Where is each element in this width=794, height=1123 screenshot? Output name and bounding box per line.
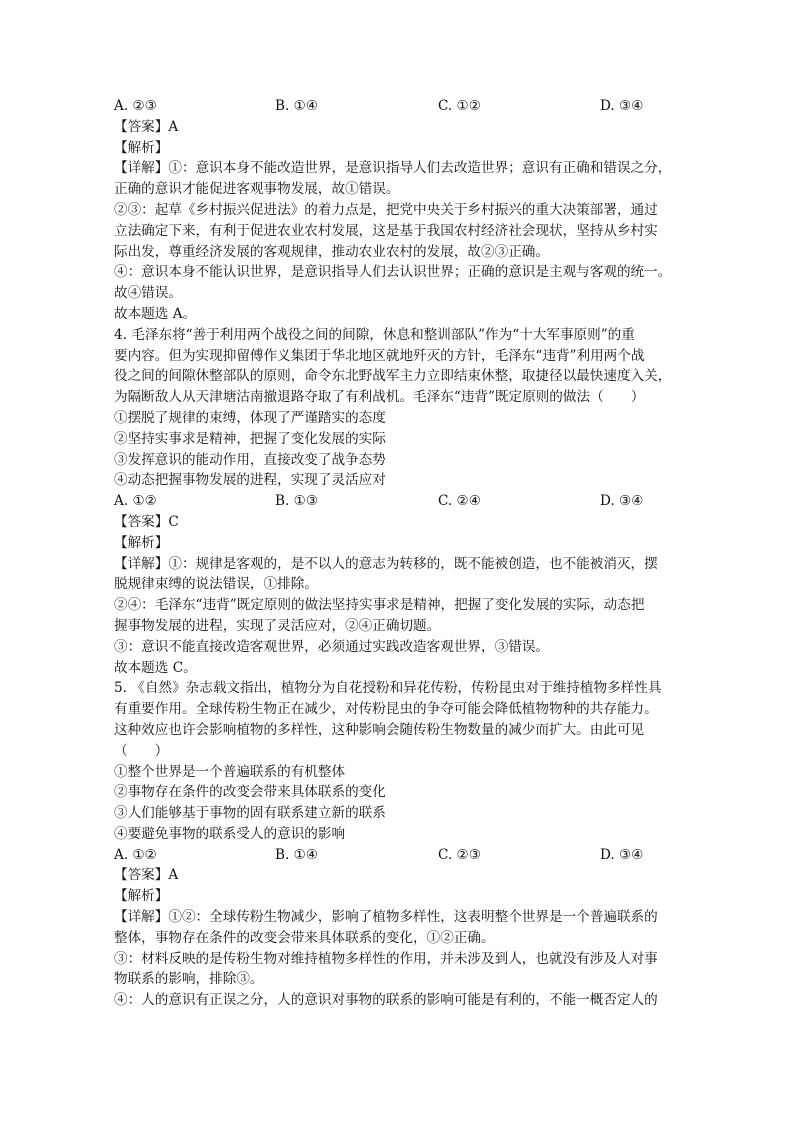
- answer-option-d: D. ③④: [600, 98, 644, 114]
- text-line: 物联系的影响，排除③。: [114, 971, 264, 988]
- answer-option-a: A. ②③: [114, 98, 157, 114]
- text-line: ④要避免事物的联系受人的意识的影响: [114, 825, 346, 842]
- answer-option-d: D. ③④: [600, 493, 644, 510]
- text-line: ③人们能够基于事物的固有联系建立新的联系: [114, 805, 386, 822]
- text-line: 【答案】C: [114, 513, 179, 530]
- answer-option-c: C. ①②: [438, 98, 481, 114]
- answer-option-b: B. ①④: [275, 98, 319, 114]
- answer-option-a: A. ①②: [114, 846, 157, 863]
- text-line: 故④错误。: [114, 285, 182, 302]
- text-line: ②③：起草《乡村振兴促进法》的着力点是，把党中央关于乡村振兴的重大决策部署，通过: [114, 201, 658, 218]
- text-line: 【解析】: [114, 534, 169, 551]
- answer-option-b: B. ①③: [275, 493, 319, 510]
- text-line: 【答案】A: [114, 867, 179, 884]
- text-line: 【详解】①②：全球传粉生物减少，影响了植物多样性，这表明整个世界是一个普遍联系的: [114, 909, 658, 926]
- text-line: 【解析】: [114, 888, 169, 905]
- text-line: 整体，事物存在条件的改变会带来具体联系的变化，①②正确。: [114, 929, 495, 946]
- text-line: 际出发，尊重经济发展的客观规律，推动农业农村的发展，故②③正确。: [114, 243, 549, 260]
- text-line: ④：人的意识有正误之分，人的意识对事物的联系的影响可能是有利的，不能一概否定人的: [114, 992, 658, 1009]
- text-line: 【答案】A: [114, 118, 179, 135]
- text-line: ②④：毛泽东“违背”既定原则的做法坚持实事求是精神，把握了变化发展的实际，动态把: [114, 597, 645, 614]
- answer-option-c: C. ②④: [438, 493, 481, 510]
- text-line: ③：意识不能直接改造客观世界，必须通过实践改造客观世界，③错误。: [114, 638, 549, 655]
- text-line: 【解析】: [114, 139, 169, 156]
- text-line: 握事物发展的进程，实现了灵活应对，②④正确切题。: [114, 617, 441, 634]
- text-line: 为隔断敌人从天津塘沽南撤退路夺取了有利战机。毛泽东“违背”既定原则的做法（ ）: [114, 389, 645, 406]
- text-line: ③发挥意识的能动作用，直接改变了战争态势: [114, 451, 386, 468]
- text-line: 这种效应也许会影响植物的多样性，这种影响会随传粉生物数量的减少而扩大。由此可见: [114, 721, 645, 738]
- answer-options-row: [114, 491, 680, 512]
- text-line: 要内容。但为实现抑留傅作义集团于华北地区就地歼灭的方针，毛泽东“违背”利用两个战: [114, 347, 645, 364]
- text-line: 故本题选 A。: [114, 305, 197, 322]
- text-line: （ ）: [114, 742, 169, 759]
- text-line: 脱规律束缚的说法错误，①排除。: [114, 576, 318, 593]
- text-line: 立法确定下来，有利于促进农业农村发展，这是基于我国农村经济社会现状，坚持从乡村实: [114, 222, 658, 239]
- text-line: ②坚持实事求是精神，把握了变化发展的实际: [114, 430, 386, 447]
- answer-option-d: D. ③④: [600, 846, 644, 863]
- text-line: ③：材料反映的是传粉生物对维持植物多样性的作用，并未涉及到人，也就没有涉及人对事: [114, 950, 658, 967]
- text-line: 役之间的间隙休整部队的原则，命令东北野战军主力立即结束休整，取捷径以最快速度入关，: [114, 368, 672, 385]
- document-page: [114, 96, 680, 1011]
- text-line: ①整个世界是一个普遍联系的有机整体: [114, 763, 346, 780]
- answer-options-row: [114, 96, 680, 117]
- answer-option-b: B. ①④: [275, 846, 319, 863]
- text-line: ④：意识本身不能认识世界，是意识指导人们去认识世界；正确的意识是主观与客观的统一。: [114, 264, 672, 281]
- answer-option-a: A. ①②: [114, 493, 157, 510]
- answer-option-c: C. ②③: [438, 846, 481, 863]
- text-line: 正确的意识才能促进客观事物发展，故①错误。: [114, 181, 400, 198]
- text-line: 有重要作用。全球传粉生物正在减少，对传粉昆虫的争夺可能会降低植物物种的共存能力。: [114, 701, 658, 718]
- text-line: ④动态把握事物发展的进程，实现了灵活应对: [114, 472, 386, 489]
- text-line: 故本题选 C。: [114, 659, 197, 676]
- text-line: 【详解】①：规律是客观的，是不以人的意志为转移的，既不能被创造，也不能被消灭，摆: [114, 555, 658, 572]
- text-line: ①摆脱了规律的束缚，体现了严谨踏实的态度: [114, 409, 386, 426]
- text-line: 4. 毛泽东将“善于利用两个战役之间的间隙，休息和整训部队”作为“十大军事原则”的重: [114, 326, 635, 343]
- text-line: 【详解】①：意识本身不能改造世界，是意识指导人们去改造世界；意识有正确和错误之分，: [114, 160, 672, 177]
- text-line: 5. 《自然》杂志载文指出，植物分为自花授粉和异花传粉，传粉昆虫对于维持植物多样性具: [114, 680, 662, 697]
- answer-options-row: [114, 845, 680, 866]
- text-line: ②事物存在条件的改变会带来具体联系的变化: [114, 784, 386, 801]
